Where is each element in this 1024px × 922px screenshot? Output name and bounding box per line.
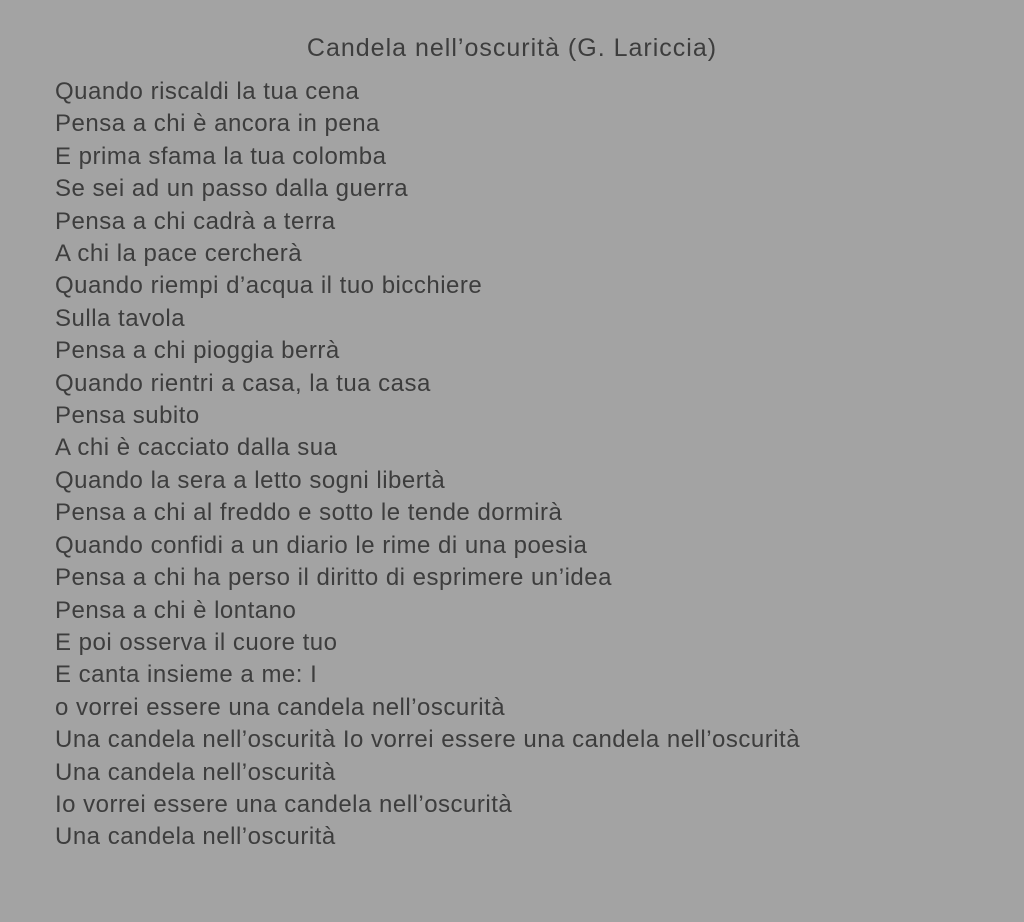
lyric-line: A chi la pace cercherà [55, 240, 303, 268]
lyric-line: Pensa a chi pioggia berrà [55, 337, 340, 365]
lyric-line: Pensa a chi ha perso il diritto di esprimere un’idea [55, 564, 612, 592]
lyric-line: Una candela nell’oscurità Io vorrei essere una candela nell’oscurità [55, 726, 801, 754]
lyric-line: Pensa a chi è ancora in pena [55, 110, 380, 138]
lyric-line: Pensa a chi cadrà a terra [55, 207, 336, 235]
lyric-line: Quando la sera a letto sogni libertà [55, 466, 446, 494]
lyric-line: E prima sfama la tua colomba [55, 142, 387, 170]
lyric-line: Se sei ad un passo dalla guerra [55, 175, 409, 203]
lyric-line: Quando confidi a un diario le rime di una poesia [55, 531, 588, 559]
lyric-line: Una candela nell’oscurità [55, 758, 336, 786]
lyrics-body [0, 76, 1024, 854]
lyric-line: o vorrei essere una candela nell’oscurità [55, 693, 506, 721]
lyric-line: Sulla tavola [55, 304, 186, 332]
lyric-line: Una candela nell’oscurità [55, 823, 336, 851]
lyric-line: Quando riempi d’acqua il tuo bicchiere [55, 272, 483, 300]
lyric-line: E canta insieme a me: I [55, 661, 318, 689]
lyric-line: Io vorrei essere una candela nell’oscurità [55, 790, 513, 818]
lyric-line: Pensa subito [55, 402, 200, 430]
lyric-line: E poi osserva il cuore tuo [55, 628, 338, 656]
song-title: Candela nell’oscurità (G. Lariccia) [306, 34, 718, 62]
lyric-line: Pensa a chi è lontano [55, 596, 297, 624]
lyric-line: A chi è cacciato dalla sua [55, 434, 338, 462]
lyric-line: Pensa a chi al freddo e sotto le tende dormirà [55, 499, 563, 527]
lyric-line: Quando riscaldi la tua cena [55, 78, 360, 105]
lyric-line: Quando rientri a casa, la tua casa [55, 369, 431, 397]
